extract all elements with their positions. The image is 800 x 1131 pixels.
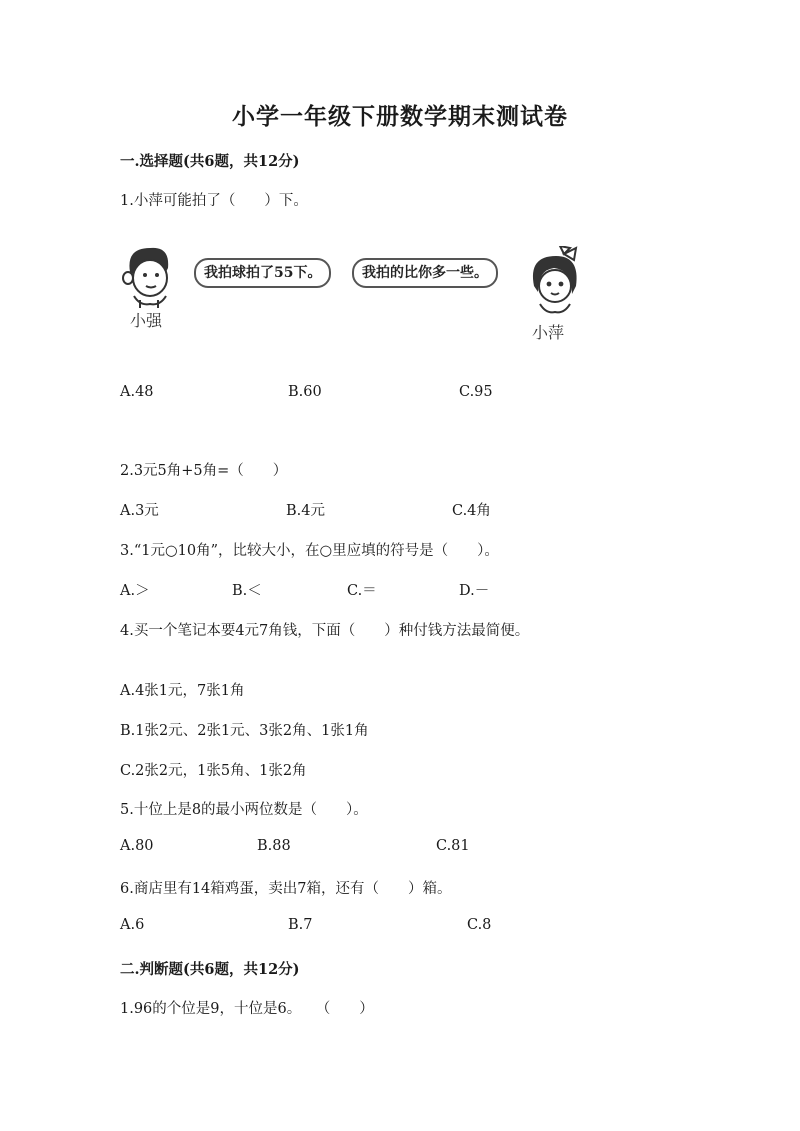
q6-option-a: A.6 — [120, 917, 145, 933]
q4-option-a: A.4张1元，7张1角 — [120, 683, 245, 699]
q2-option-a: A.3元 — [120, 503, 159, 519]
q3-option-d: D.－ — [459, 583, 490, 599]
question-5: 5.十位上是8的最小两位数是（ ）。 — [120, 802, 368, 818]
q3-option-c: C.＝ — [347, 583, 377, 599]
girl-figure-icon — [522, 246, 586, 316]
q5-option-b: B.88 — [257, 838, 291, 854]
question-2: 2.3元5角+5角=（ ） — [120, 463, 288, 479]
q1-option-b: B.60 — [288, 384, 322, 400]
section-heading-choice: 一.选择题(共6题，共12分) — [120, 153, 300, 170]
q6-option-b: B.7 — [288, 917, 313, 933]
q5-option-a: A.80 — [120, 838, 154, 854]
q5-option-c: C.81 — [436, 838, 470, 854]
section-heading-judgment: 二.判断题(共6题，共12分) — [120, 961, 300, 978]
boy-speech-bubble: 我拍球拍了55下。 — [194, 258, 331, 288]
question-4: 4.买一个笔记本要4元7角钱，下面（ ）种付钱方法最简便。 — [120, 623, 530, 639]
boy-name-label: 小强 — [130, 311, 163, 330]
question-1: 1.小萍可能拍了（ ）下。 — [120, 193, 308, 209]
judgment-1: 1.96的个位是9，十位是6。 （ ） — [120, 1001, 374, 1017]
q1-option-c: C.95 — [459, 384, 493, 400]
q3-option-b: B.＜ — [232, 583, 262, 599]
question-3: 3.“1元○10角”，比较大小，在○里应填的符号是（ ）。 — [120, 543, 499, 559]
q2-option-b: B.4元 — [286, 503, 325, 519]
question-6: 6.商店里有14箱鸡蛋，卖出7箱，还有（ ）箱。 — [120, 881, 452, 897]
q4-option-b: B.1张2元、2张1元、3张2角、1张1角 — [120, 723, 369, 739]
girl-speech-bubble: 我拍的比你多一些。 — [352, 258, 498, 288]
q3-option-a: A.＞ — [120, 583, 150, 599]
q6-option-c: C.8 — [467, 917, 492, 933]
page-title: 小学一年级下册数学期末测试卷 — [232, 103, 568, 130]
girl-name-label: 小萍 — [532, 323, 565, 342]
boy-figure-icon — [118, 242, 182, 308]
q2-option-c: C.4角 — [452, 503, 491, 519]
q4-option-c: C.2张2元，1张5角、1张2角 — [120, 763, 307, 779]
q1-option-a: A.48 — [120, 384, 154, 400]
